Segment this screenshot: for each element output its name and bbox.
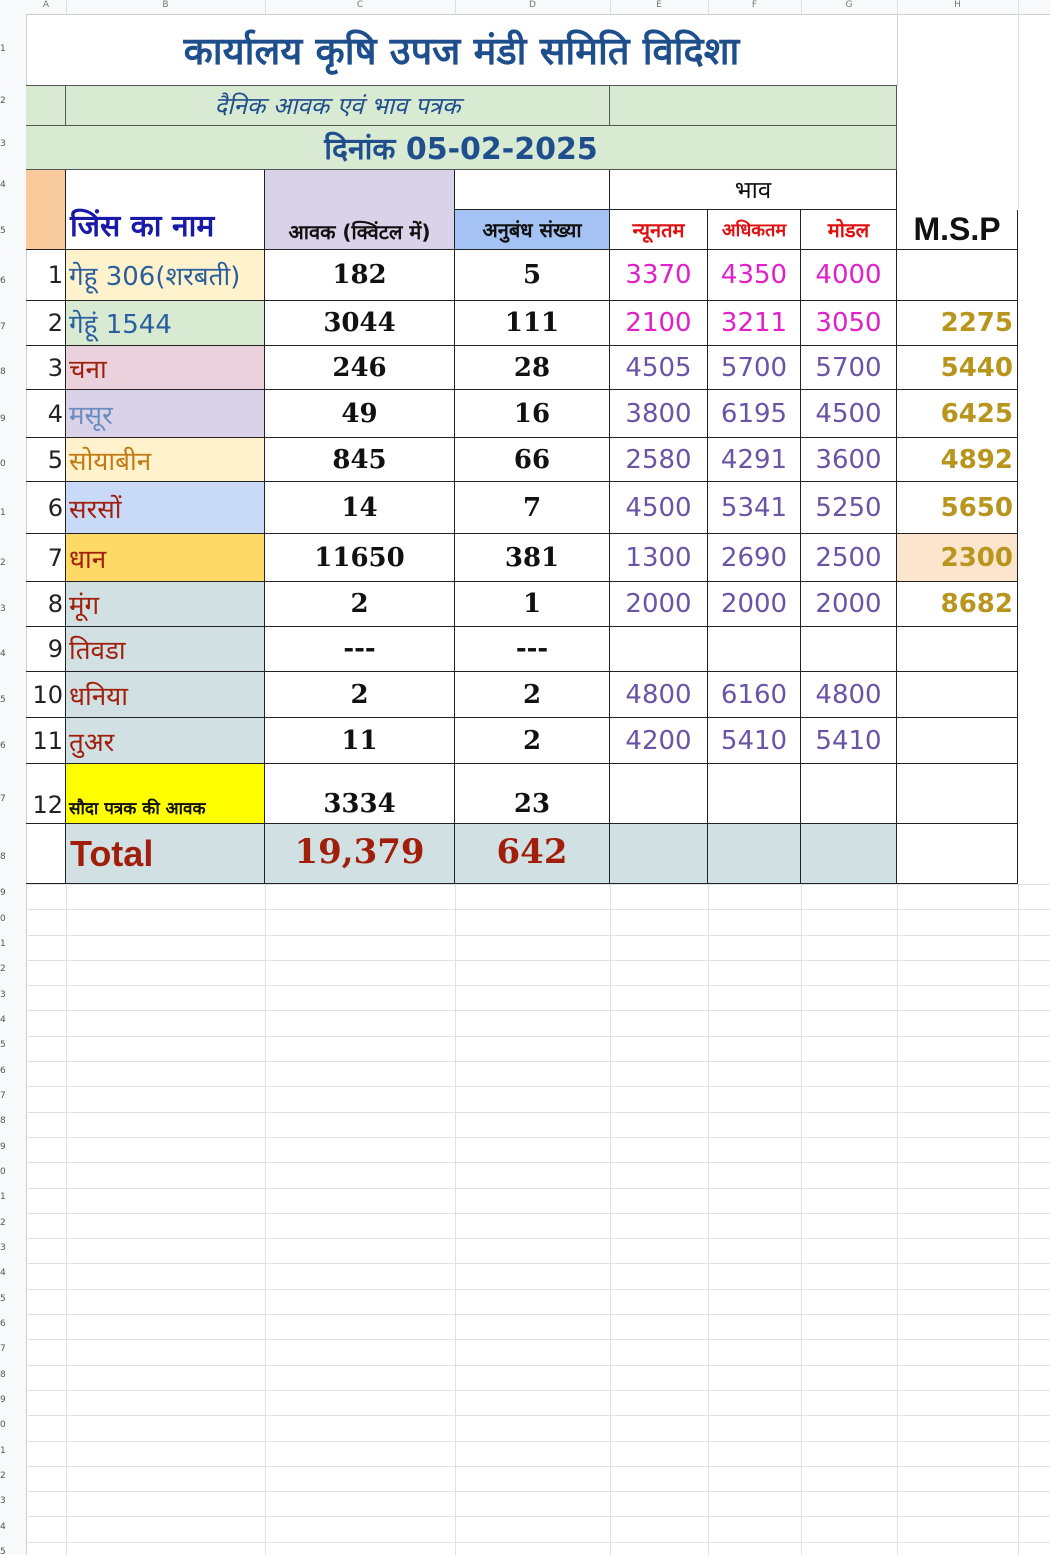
max-price: 2690 [708, 534, 801, 582]
row-number[interactable]: 4 [0, 180, 6, 190]
grid-line [897, 884, 898, 1555]
header-contracts: अनुबंध संख्या [455, 210, 610, 250]
grid-line [801, 884, 802, 1555]
contract-count: 1 [455, 582, 610, 627]
grid-line [265, 884, 266, 1555]
modal-price [801, 764, 897, 824]
contract-count: 5 [455, 250, 610, 301]
modal-price: 3600 [801, 438, 897, 482]
arrival-quintal: 246 [265, 346, 455, 390]
min-price [610, 627, 708, 672]
grid-line [897, 14, 898, 86]
row-number[interactable]: 6 [0, 276, 6, 286]
max-price: 6195 [708, 390, 801, 438]
grid-line [66, 884, 67, 1555]
row-serial-number: 2 [26, 301, 66, 346]
arrival-quintal: 49 [265, 390, 455, 438]
row-number[interactable]: 9 [0, 1395, 6, 1405]
row-number[interactable]: 5 [0, 695, 6, 705]
row-number[interactable]: 5 [0, 1040, 6, 1050]
row-header-gutter [0, 14, 27, 1555]
max-price: 6160 [708, 672, 801, 718]
row-number[interactable]: 1 [0, 939, 6, 949]
modal-price: 2000 [801, 582, 897, 627]
msp-price: 2300 [897, 534, 1018, 582]
row-number[interactable]: 7 [0, 1344, 6, 1354]
min-price: 1300 [610, 534, 708, 582]
row-number[interactable]: 6 [0, 1319, 6, 1329]
min-price [610, 764, 708, 824]
contract-count: 111 [455, 301, 610, 346]
arrival-quintal: 3044 [265, 301, 455, 346]
header-modal-price: मोडल [801, 210, 897, 250]
row-serial-number: 5 [26, 438, 66, 482]
modal-price: 4000 [801, 250, 897, 301]
total-empty-cell [897, 824, 1018, 884]
row-number[interactable]: 8 [0, 367, 6, 377]
row-number[interactable]: 8 [0, 1116, 6, 1126]
modal-price [801, 627, 897, 672]
header-msp: M.S.P [897, 210, 1018, 250]
commodity-name: धनिया [66, 672, 265, 718]
column-letter[interactable]: D [455, 0, 611, 14]
msp-price: 2275 [897, 301, 1018, 346]
arrival-quintal: 845 [265, 438, 455, 482]
subtitle-left-cell [26, 86, 66, 126]
row-number[interactable]: 7 [0, 1091, 6, 1101]
min-price: 3800 [610, 390, 708, 438]
row-serial-number: 1 [26, 250, 66, 301]
header-min-price: न्यूनतम [610, 210, 708, 250]
header-commodity-name: जिंस का नाम [66, 170, 265, 250]
modal-price: 4800 [801, 672, 897, 718]
row-number[interactable]: 9 [0, 1142, 6, 1152]
column-letter[interactable]: A [26, 0, 67, 14]
row-number[interactable]: 2 [0, 964, 6, 974]
sheet-subtitle: दैनिक आवक एवं भाव पत्रक [66, 86, 610, 126]
column-letter[interactable]: H [897, 0, 1019, 14]
row-number[interactable]: 0 [0, 1167, 6, 1177]
column-letter[interactable]: C [265, 0, 456, 14]
msp-price: 4892 [897, 438, 1018, 482]
modal-price: 4500 [801, 390, 897, 438]
row-serial-number: 7 [26, 534, 66, 582]
row-number[interactable]: 4 [0, 1268, 6, 1278]
total-empty-cell [708, 824, 801, 884]
total-empty-cell [801, 824, 897, 884]
contract-count: --- [455, 627, 610, 672]
arrival-quintal: --- [265, 627, 455, 672]
row-number[interactable]: 4 [0, 649, 6, 659]
column-letter[interactable]: F [708, 0, 802, 14]
row-number[interactable]: 2 [0, 1471, 6, 1481]
row-number[interactable]: 5 [0, 1294, 6, 1304]
min-price: 2100 [610, 301, 708, 346]
column-letter[interactable]: G [801, 0, 898, 14]
row-number[interactable]: 2 [0, 96, 6, 106]
row-number[interactable]: 2 [0, 1218, 6, 1228]
row-serial-number: 9 [26, 627, 66, 672]
max-price: 2000 [708, 582, 801, 627]
contract-count: 66 [455, 438, 610, 482]
msp-price [897, 718, 1018, 764]
total-arrival: 19,379 [265, 824, 455, 884]
min-price: 4505 [610, 346, 708, 390]
min-price: 4200 [610, 718, 708, 764]
commodity-name: सौदा पत्रक की आवक [66, 764, 265, 824]
grid-line [455, 884, 456, 1555]
total-label: Total [66, 824, 265, 884]
grid-line [610, 884, 611, 1555]
row-number[interactable]: 3 [0, 604, 6, 614]
contract-count: 16 [455, 390, 610, 438]
modal-price: 5700 [801, 346, 897, 390]
row-serial-number: 6 [26, 482, 66, 534]
column-header-bar [0, 0, 1050, 15]
row-number[interactable]: 6 [0, 1066, 6, 1076]
header-arrival: आवक (क्विंटल में) [265, 170, 455, 250]
commodity-name: तुअर [66, 718, 265, 764]
row-number[interactable]: 5 [0, 226, 6, 236]
row-number[interactable]: 6 [0, 741, 6, 751]
row-number[interactable]: 0 [0, 1420, 6, 1430]
row-serial-number: 11 [26, 718, 66, 764]
total-sno-cell [26, 824, 66, 884]
row-number[interactable]: 0 [0, 914, 6, 924]
contract-count: 381 [455, 534, 610, 582]
max-price: 5700 [708, 346, 801, 390]
row-number[interactable]: 1 [0, 1446, 6, 1456]
row-number[interactable]: 1 [0, 44, 6, 54]
arrival-quintal: 3334 [265, 764, 455, 824]
row-number[interactable]: 8 [0, 1370, 6, 1380]
row-number[interactable]: 3 [0, 1496, 6, 1506]
min-price: 2580 [610, 438, 708, 482]
commodity-name: सरसों [66, 482, 265, 534]
arrival-quintal: 14 [265, 482, 455, 534]
max-price: 5410 [708, 718, 801, 764]
min-price: 3370 [610, 250, 708, 301]
row-number[interactable]: 1 [0, 1192, 6, 1202]
contract-count: 23 [455, 764, 610, 824]
total-contracts: 642 [455, 824, 610, 884]
msp-price [897, 627, 1018, 672]
sheet-title: कार्यालय कृषि उपज मंडी समिति विदिशा [26, 14, 897, 86]
commodity-name: तिवडा [66, 627, 265, 672]
msp-price: 5650 [897, 482, 1018, 534]
commodity-name: मसूर [66, 390, 265, 438]
max-price [708, 764, 801, 824]
row-number[interactable]: 1 [0, 508, 6, 518]
row-number[interactable]: 8 [0, 852, 6, 862]
row-number[interactable]: 7 [0, 794, 6, 804]
row-serial-number: 4 [26, 390, 66, 438]
row-serial-number: 3 [26, 346, 66, 390]
min-price: 2000 [610, 582, 708, 627]
header-bhav: भाव [610, 170, 897, 210]
header-sno-cell [26, 170, 66, 250]
sheet-date: दिनांक 05-02-2025 [26, 126, 897, 170]
row-number[interactable]: 0 [0, 459, 6, 469]
row-number[interactable]: 7 [0, 322, 6, 332]
msp-price: 8682 [897, 582, 1018, 627]
commodity-name: मूंग [66, 582, 265, 627]
max-price: 3211 [708, 301, 801, 346]
grid-line [1018, 884, 1019, 1555]
max-price: 5341 [708, 482, 801, 534]
modal-price: 3050 [801, 301, 897, 346]
max-price: 4350 [708, 250, 801, 301]
grid-line [1018, 14, 1019, 209]
modal-price: 5410 [801, 718, 897, 764]
modal-price: 5250 [801, 482, 897, 534]
arrival-quintal: 2 [265, 582, 455, 627]
total-empty-cell [610, 824, 708, 884]
commodity-name: गेहूं 1544 [66, 301, 265, 346]
row-serial-number: 12 [26, 764, 66, 824]
msp-price: 6425 [897, 390, 1018, 438]
modal-price: 2500 [801, 534, 897, 582]
header-contracts-top [455, 170, 610, 210]
row-number[interactable]: 9 [0, 888, 6, 898]
row-number[interactable]: 4 [0, 1015, 6, 1025]
arrival-quintal: 182 [265, 250, 455, 301]
row-serial-number: 10 [26, 672, 66, 718]
msp-price [897, 672, 1018, 718]
commodity-name: धान [66, 534, 265, 582]
arrival-quintal: 11650 [265, 534, 455, 582]
commodity-name: गेहू 306(शरबती) [66, 250, 265, 301]
contract-count: 7 [455, 482, 610, 534]
column-letter[interactable]: E [610, 0, 709, 14]
row-number[interactable]: 2 [0, 558, 6, 568]
arrival-quintal: 11 [265, 718, 455, 764]
contract-count: 2 [455, 718, 610, 764]
row-number[interactable]: 5 [0, 1547, 6, 1557]
msp-price [897, 250, 1018, 301]
msp-price: 5440 [897, 346, 1018, 390]
contract-count: 2 [455, 672, 610, 718]
row-number[interactable]: 9 [0, 414, 6, 424]
min-price: 4800 [610, 672, 708, 718]
header-max-price: अधिकतम [708, 210, 801, 250]
row-number[interactable]: 3 [0, 139, 6, 149]
contract-count: 28 [455, 346, 610, 390]
row-number[interactable]: 3 [0, 1243, 6, 1253]
max-price [708, 627, 801, 672]
row-number[interactable]: 3 [0, 990, 6, 1000]
column-letter[interactable]: B [66, 0, 266, 14]
min-price: 4500 [610, 482, 708, 534]
commodity-name: चना [66, 346, 265, 390]
arrival-quintal: 2 [265, 672, 455, 718]
max-price: 4291 [708, 438, 801, 482]
row-serial-number: 8 [26, 582, 66, 627]
grid-line [708, 884, 709, 1555]
commodity-name: सोयाबीन [66, 438, 265, 482]
msp-price [897, 764, 1018, 824]
row-number[interactable]: 4 [0, 1522, 6, 1532]
subtitle-right-cell [610, 86, 897, 126]
